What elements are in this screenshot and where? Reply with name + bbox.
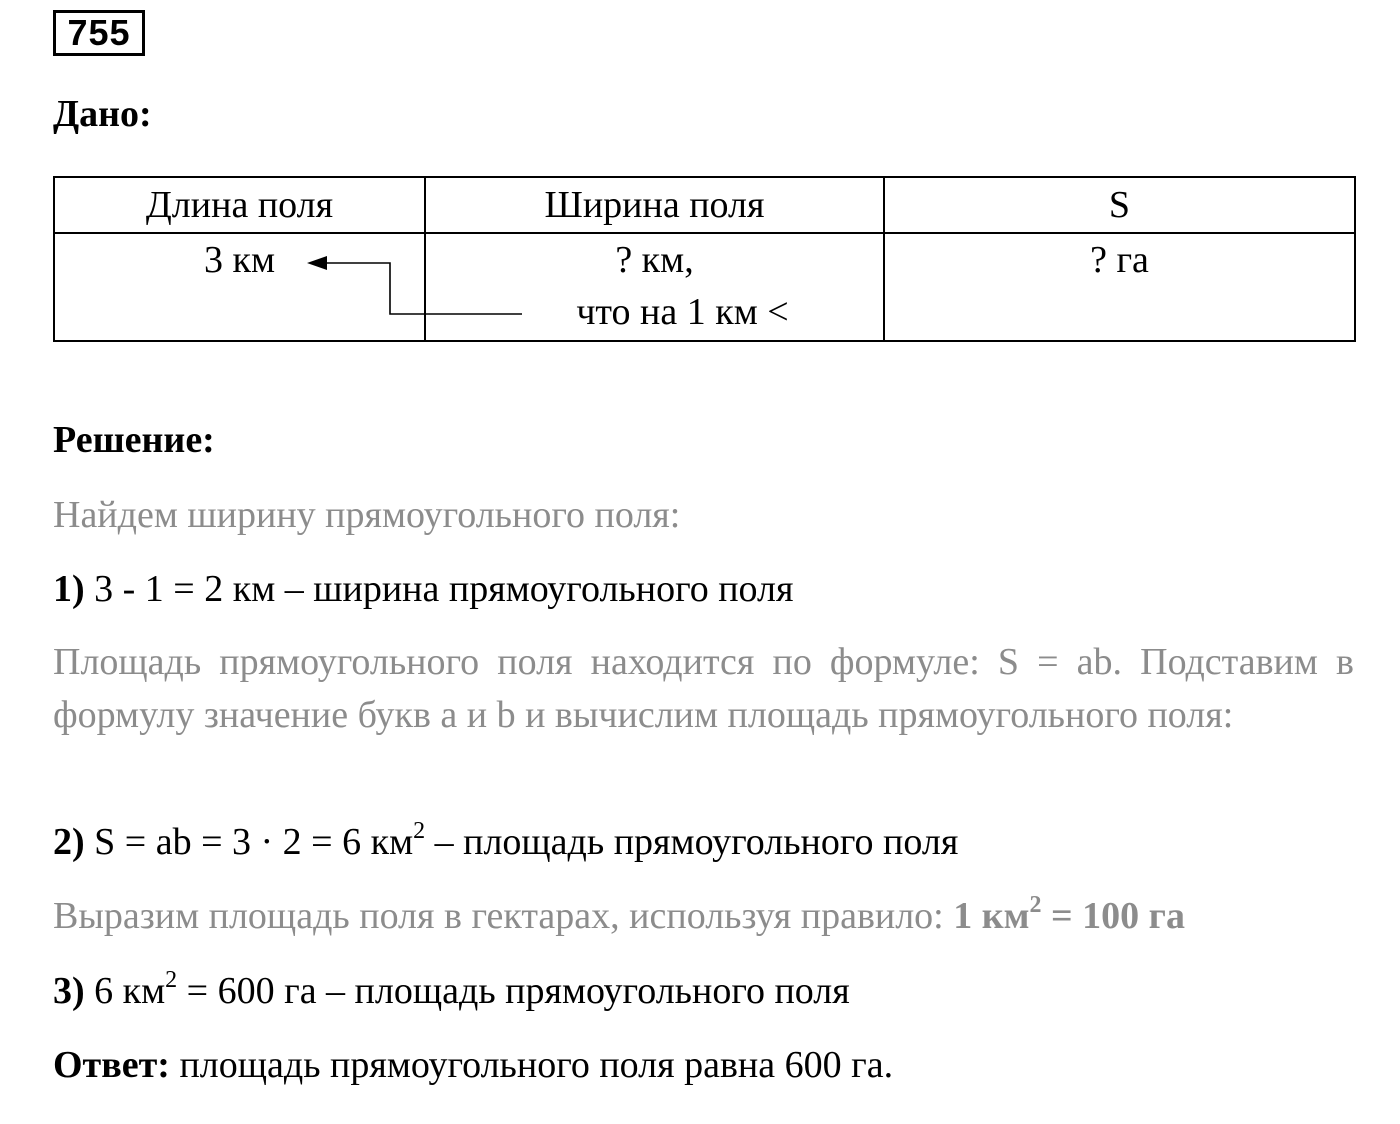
header-width: Ширина поля	[425, 177, 884, 233]
step-1-label: 1)	[53, 568, 85, 610]
rule-sup: 2	[1029, 892, 1042, 918]
step-2-text: S = ab = 3 · 2 = 6 км	[94, 821, 414, 863]
rule-after: = 100 га	[1041, 895, 1185, 937]
step-3-sup: 2	[165, 967, 178, 993]
answer-label: Ответ:	[53, 1044, 170, 1086]
solution-heading: Решение:	[53, 419, 215, 461]
answer	[53, 1041, 893, 1089]
rule	[953, 892, 1185, 937]
header-area: S	[884, 177, 1355, 233]
step-2	[53, 818, 958, 866]
comparison-arrow-icon	[0, 0, 1400, 400]
intro-3-text: Выразим площадь поля в гектарах, используя правило:	[53, 895, 954, 937]
given-heading: Дано:	[53, 93, 152, 135]
step-1-text: 3 - 1 = 2 км – ширина прямоугольного поля	[94, 568, 794, 610]
solution-intro-2: Площадь прямоугольного поля находится по формуле: S = ab. Подставим в формулу значение букв a и b и вычислим площадь прямоугольного поля:	[53, 641, 1354, 736]
length-value: 3 км	[203, 239, 275, 281]
answer-text: площадь прямоугольного поля равна 600 га.	[169, 1044, 894, 1086]
area-value: ? га	[1090, 239, 1149, 281]
header-length: Длина поля	[54, 177, 425, 233]
task-number: 755	[53, 10, 145, 56]
step-3	[53, 967, 850, 1015]
step-2-text-after: – площадь прямоугольного поля	[425, 821, 959, 863]
width-value-line2: что на 1 км <	[576, 291, 789, 333]
width-value-line1: ? км,	[615, 239, 694, 281]
step-3-text: 6 км	[94, 970, 166, 1012]
step-3-label: 3)	[53, 970, 85, 1012]
solution-intro-1: Найдем ширину прямоугольного поля:	[53, 494, 681, 536]
step-2-sup: 2	[413, 818, 426, 844]
solution-intro-3	[53, 892, 1185, 940]
rule-before: 1 км	[953, 895, 1030, 937]
step-1	[53, 565, 793, 613]
step-3-text-after: = 600 га – площадь прямоугольного поля	[177, 970, 850, 1012]
step-2-label: 2)	[53, 821, 85, 863]
